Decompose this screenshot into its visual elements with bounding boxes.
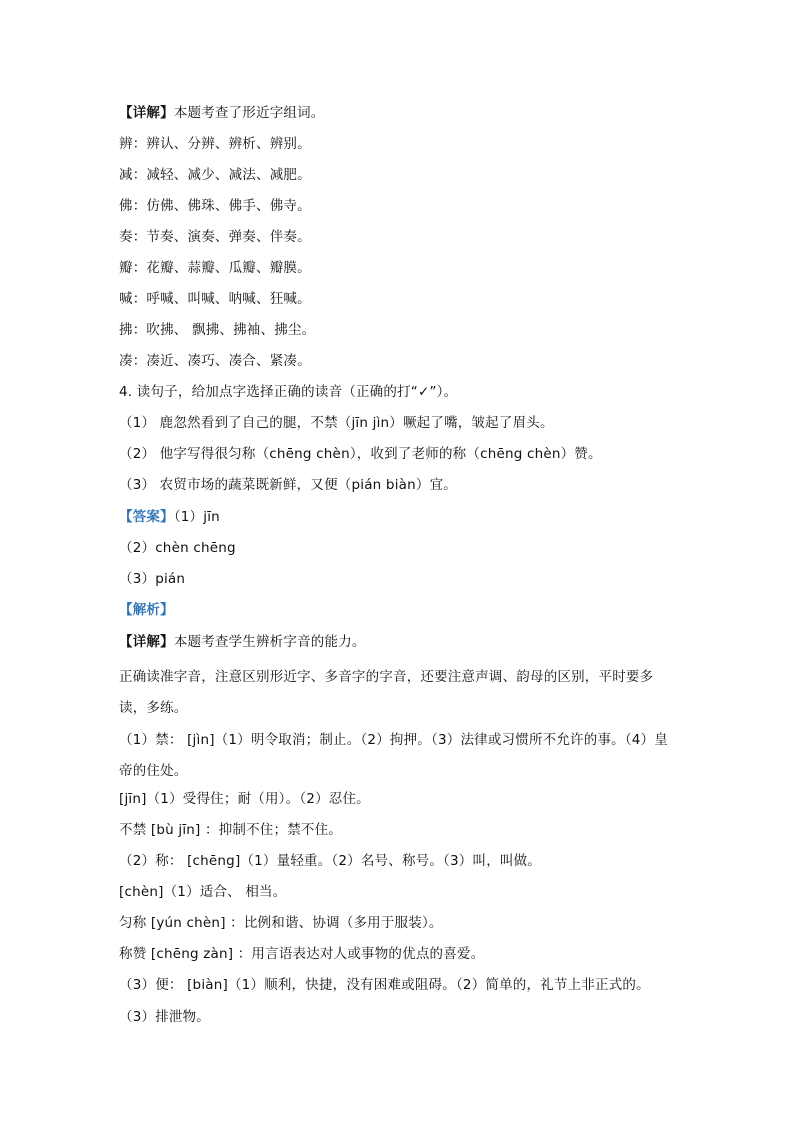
word-line: 减：减轻、减少、减法、减肥。 [119,167,311,183]
word-char: 拂 [119,322,133,338]
word-char: 辨 [119,136,133,152]
word-line: 喊：呼喊、叫喊、呐喊、狂喊。 [119,291,311,307]
definition: 不禁 [bù jīn] ：抑制不住；禁不住。 [119,822,342,838]
word-group: 吹拂、 飘拂、拂袖、拂尘。 [146,322,316,338]
analysis-detail-line [119,632,366,652]
definition: 称赞 [chēng zàn] ：用言语表达对人或事物的优点的喜爱。 [119,946,485,962]
answer-line-1 [119,507,220,527]
answer-tag: 【答案】 [119,509,174,525]
question-title: 4. 读句子，给加点字选择正确的读音（正确的打“✓”）。 [119,384,458,400]
word-group: 仿佛、佛珠、佛手、佛寺。 [146,198,311,214]
word-group: 凑近、凑巧、凑合、紧凑。 [146,353,311,369]
detail-tag: 【详解】 [119,634,174,650]
word-group: 节奏、演奏、弹奏、伴奏。 [146,229,311,245]
answer-item: （2）chèn chēng [119,540,236,556]
word-group: 花瓣、蒜瓣、瓜瓣、瓣膜。 [146,260,311,276]
answer-item: （3）pián [119,571,186,587]
definition: （3）便： [biàn]（1）顺利，快捷，没有困难或阻碍。（2）简单的，礼节上非正式的。 [119,977,650,993]
word-line: 瓣：花瓣、蒜瓣、瓜瓣、瓣膜。 [119,260,311,276]
detail-tag: 【详解】 [119,105,174,121]
question-item: （1） 鹿忽然看到了自己的腿，不禁（jīn jìn）噘起了嘴，皱起了眉头。 [119,415,554,431]
detail-text: 本题考查了形近字组词。 [173,105,325,121]
word-line: 奏：节奏、演奏、弹奏、伴奏。 [119,229,311,245]
detail-text: 本题考查学生辨析字音的能力。 [173,634,366,650]
word-char: 减 [119,167,133,183]
analysis-tag: 【解析】 [119,602,174,618]
detail-line-1 [119,103,325,123]
word-char: 佛 [119,198,133,214]
definition: （2）称： [chēng]（1）量轻重。（2）名号、称号。（3）叫，叫做。 [119,853,541,869]
word-char: 凑 [119,353,133,369]
definition: （3）排泄物。 [119,1009,210,1025]
word-group: 减轻、减少、减法、减肥。 [146,167,311,183]
word-group: 辨认、分辨、辨析、辨别。 [146,136,311,152]
word-line: 辨：辨认、分辨、辨析、辨别。 [119,136,311,152]
word-char: 喊 [119,291,133,307]
question-item: （2） 他字写得很匀称（chēng chèn），收到了老师的称（chēng chèn）赞。 [119,446,602,462]
word-group: 呼喊、叫喊、呐喊、狂喊。 [146,291,311,307]
definition: 匀称 [yún chèn] ：比例和谐、协调（多用于服装）。 [119,915,443,931]
analysis-intro: 正确读准字音，注意区别形近字、多音字的字音，还要注意声调、韵母的区别，平时要多读，多练。 [119,669,654,716]
definition: （1）禁： [jìn]（1）明令取消；制止。（2）拘押。（3）法律或习惯所不允许的事。（4）皇帝的住处。 [119,732,668,779]
word-line: 凑：凑近、凑巧、凑合、紧凑。 [119,353,311,369]
definition: [jīn]（1）受得住；耐（用）。（2）忍住。 [119,791,370,807]
definition: [chèn]（1）适合、 相当。 [119,884,287,900]
word-line: 拂：吹拂、 飘拂、拂袖、拂尘。 [119,322,316,338]
word-char: 奏 [119,229,133,245]
answer-item: （1）jīn [173,509,220,525]
word-line: 佛：仿佛、佛珠、佛手、佛寺。 [119,198,311,214]
question-item: （3） 农贸市场的蔬菜既新鲜，又便（pián biàn）宜。 [119,477,457,493]
word-char: 瓣 [119,260,133,276]
